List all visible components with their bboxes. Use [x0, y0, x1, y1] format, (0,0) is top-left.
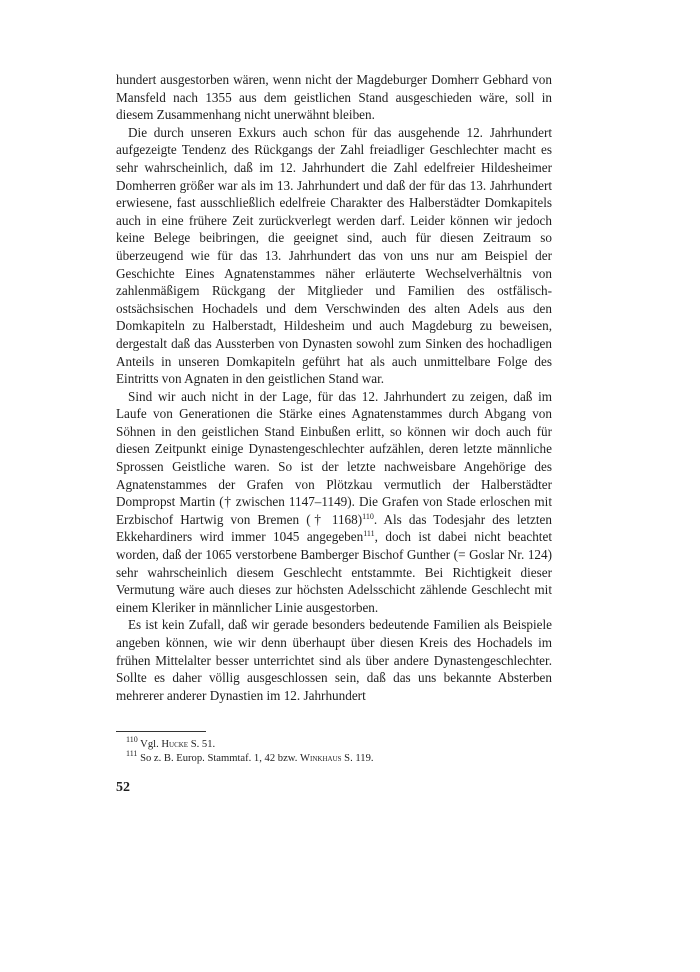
footnote-number: 110 [126, 735, 138, 744]
paragraph-3-part-b: . Als das Todesjahr des letzten Ekkehardiners wird immer 1045 angegeben [116, 511, 553, 545]
footnote-text: So z. B. Europ. Stammtaf. 1, 42 bzw. [140, 753, 301, 765]
footnote-author: Hucke [161, 739, 189, 750]
footnote-111 [116, 749, 552, 766]
footnote-text: Vgl. [140, 739, 162, 750]
paragraph-3-part-c: , doch ist dabei nicht beachtet worden, daß der 1065 verstorbene Bamberger Bischof Gunther (= Goslar Nr. 124) sehr wahrscheinlich diesem Geschlecht entstammte. Bei Richtigkeit dieser Vermutung wäre auch dieses zur höchsten Adelsschicht zählende Geschlecht mit einem Kleriker in männlicher Linie ausgestorben. [116, 529, 552, 615]
paragraph-3-part-a: Sind wir auch nicht in der Lage, für das 12. Jahrhundert zu zeigen, daß im Laufe von Generationen die Stärke eines Agnatenstammes durch Abgang von Söhnen in den geistlichen Stand Einbußen erlitt, so können wir doch auch für diesen Zeitpunkt einige Dynastengeschlechter aufzählen, deren letzte männliche Sprossen Geistliche waren. So ist der letzte nachweisbare Angehörige des Agnatenstammes der Grafen von Plötzkau vermutlich der Halberstädter Dompropst Martin († zwischen 1147–1149). Die Grafen von Stade erloschen mit Erzbischof Hartwig von Bremen († 1168) [116, 388, 552, 527]
footnote-text-end: S. 119. [341, 753, 374, 765]
paragraph-1: hundert ausgestorben wären, wenn nicht der Magdeburger Domherr Gebhard von Mansfeld nach 1355 aus dem geistlichen Stand ausgeschieden wäre, soll in diesem Zusammenhang nicht unerwähnt bleiben. [116, 72, 552, 123]
footnote-ref-110: 110 [362, 511, 374, 521]
paragraph-4: Es ist kein Zufall, daß wir gerade besonders bedeutende Familien als Beispiele angeben können, wie wir denn überhaupt über diesen Kreis des Hochadels im frühen Mittelalter besser unterrichtet sind als über andere Dynastengeschlechter. Sollte es daher völlig ausgeschlossen sein, daß das uns bekannte Absterben mehrerer anderer Dynastien im 12. Jahrhundert [116, 617, 552, 703]
footnote-ref-111: 111 [363, 529, 375, 539]
footnote-110 [116, 735, 552, 752]
paragraph-2: Die durch unseren Exkurs auch schon für das ausgehende 12. Jahrhundert aufgezeigte Tendenz des Rückgangs der Zahl freiadliger Geschlechter macht es sehr wahrscheinlich, daß im 12. Jahrhundert die Zahl edelfreier Hildesheimer Domherren größer war als im 13. Jahrhundert und daß der für das 13. Jahrhundert erwiesene, fast ausschließlich edelfreie Charakter des Halberstädter Domkapitels auch in eine frühere Zeit zurückverlegt werden darf. Leider können wir jedoch keine Belege beibringen, die geeignet sind, auch für diesen Zeitraum so überzeugend wie für das 13. Jahrhundert das von uns nur am Beispiel der Geschichte Eines Agnatenstammes näher erläuterte Wechselverhältnis von zahlenmäßigem Rückgang der Mitglieder und Familien des ostfälisch-ostsächsischen Hochadels und dem Verschwinden des alten Adels aus den Domkapiteln zu Halberstadt, Hildesheim und auch Magdeburg zu beweisen, dergestalt daß das Aussterben von Dynasten sowohl zum Sinken des hochadligen Anteils in unseren Domkapiteln geführt hat als auch unmittelbare Folge des Eintritts von Agnaten in den geistlichen Stand war. [116, 124, 552, 387]
footnote-author: Winkhaus [300, 753, 342, 765]
page-number: 52 [116, 780, 130, 795]
footnote-number: 111 [126, 749, 138, 759]
footnote-text-end: S. 51. [188, 739, 216, 750]
paragraph-3 [116, 388, 552, 617]
footnotes [116, 735, 552, 766]
main-text [116, 71, 552, 704]
footnote-divider [116, 731, 206, 732]
